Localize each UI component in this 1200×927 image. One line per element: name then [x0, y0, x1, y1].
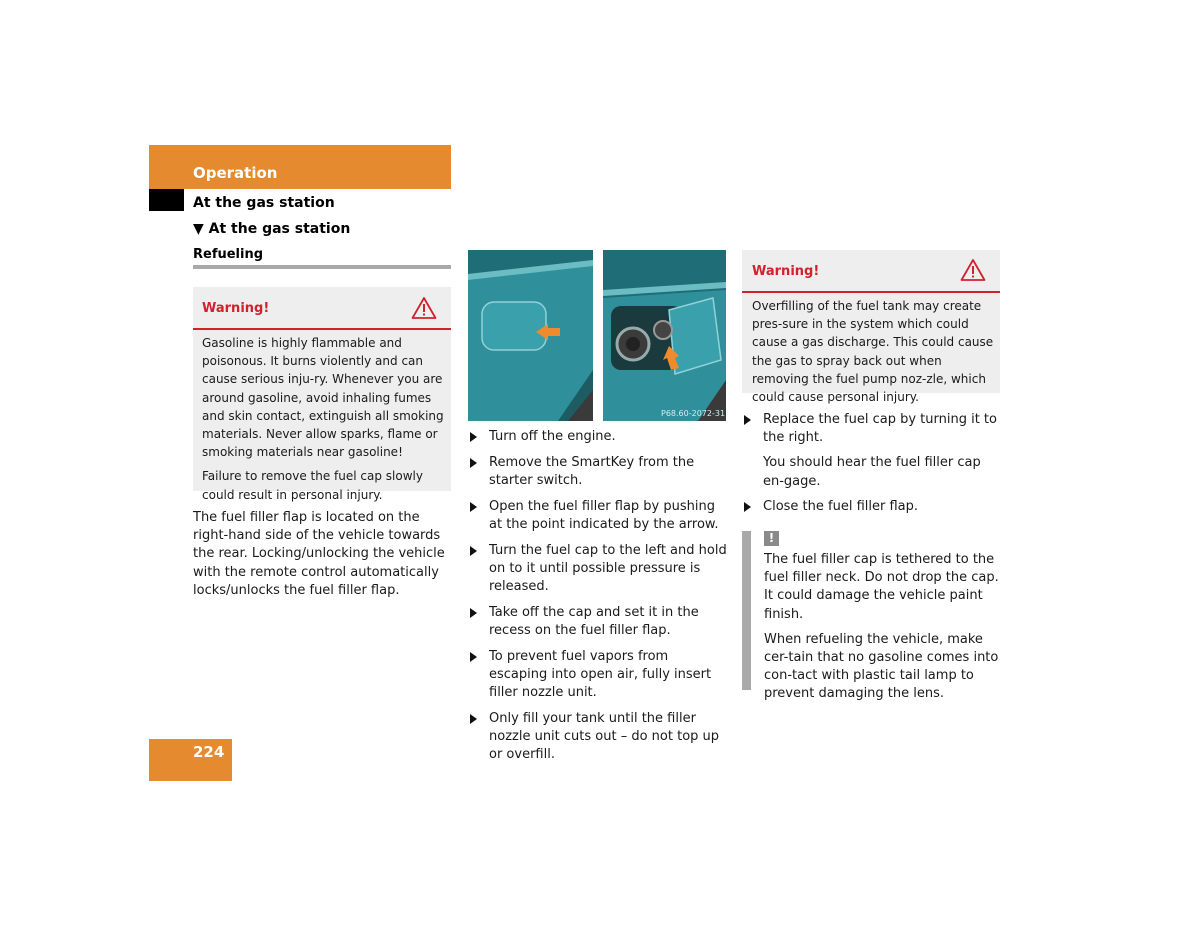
step-subtext: You should hear the fuel filler cap en-gage.	[763, 455, 981, 489]
warning-text	[202, 334, 446, 510]
step-text: Remove the SmartKey from the starter switch.	[489, 454, 695, 488]
section-marker-tab	[149, 189, 184, 211]
section-title: Operation	[193, 164, 278, 182]
list-item	[468, 604, 728, 640]
warning-text: Overfilling of the fuel tank may create pres-sure in the system which could cause a gas discharge. This could cause the gas to spray back out when removing the fuel pump noz-zle, which could cause personal injury.	[752, 299, 994, 405]
note-bar	[742, 531, 751, 690]
bullet-arrow-icon	[470, 608, 477, 618]
warning-box-right	[742, 250, 1000, 405]
list-item	[742, 498, 1002, 516]
warning-label: Warning!	[202, 301, 270, 316]
bullet-arrow-icon	[470, 502, 477, 512]
bullet-arrow-icon	[744, 502, 751, 512]
warning-paragraph: Gasoline is highly flammable and poisonous. It burns violently and can cause serious inju-ry. Whenever you are around gasoline, avoid inhaling fumes and skin contact, extinguish all smoking materials. Never allow sparks, flame or smoking materials near gasoline!	[202, 336, 444, 460]
warning-triangle-icon	[411, 296, 437, 320]
warning-paragraph: Failure to remove the fuel cap slowly could result in personal injury.	[202, 469, 423, 502]
bullet-arrow-icon	[470, 652, 477, 662]
bullet-arrow-icon	[744, 415, 751, 425]
list-item	[468, 542, 728, 597]
step-text: Take off the cap and set it in the recess on the fuel filler flap.	[489, 604, 699, 638]
step-text: Turn the fuel cap to the left and hold on to it until possible pressure is released.	[489, 542, 727, 594]
list-item	[468, 710, 728, 765]
figure-code: P68.60-2072-31	[661, 409, 726, 418]
step-text: Replace the fuel cap by turning it to the right.	[763, 412, 997, 446]
heading-rule	[193, 265, 451, 269]
list-item	[468, 428, 728, 446]
bullet-arrow-icon	[470, 458, 477, 468]
note-exclamation-icon: !	[764, 531, 779, 546]
step-text: Open the fuel filler flap by pushing at the point indicated by the arrow.	[489, 498, 719, 532]
bullet-arrow-icon	[470, 546, 477, 556]
steps-list-right	[742, 411, 1002, 524]
step-text: Close the fuel filler flap.	[763, 499, 918, 515]
topic-title-text: At the gas station	[208, 221, 351, 237]
step-text: To prevent fuel vapors from escaping into open air, fully insert filler nozzle unit.	[489, 648, 712, 700]
steps-list-middle	[468, 428, 728, 772]
intro-paragraph: The fuel filler flap is located on the right-hand side of the vehicle towards the rear. Locking/unlocking the vehicle with the remote control automatically locks/unlocks the fuel filler flap.	[193, 510, 445, 598]
note-paragraph: The fuel filler cap is tethered to the fuel filler neck. Do not drop the cap. It could damage the vehicle paint finish.	[764, 552, 999, 622]
fuel-flap-open-photo	[603, 250, 726, 421]
step-text: Turn off the engine.	[489, 429, 616, 444]
page-number: 224	[193, 743, 225, 761]
fuel-flap-closed-photo	[468, 250, 593, 421]
note-paragraph: When refueling the vehicle, make cer-tain that no gasoline comes into con-tact with plastic tail lamp to prevent damaging the lens.	[764, 631, 999, 702]
note-text	[764, 551, 1004, 704]
list-item	[742, 411, 1002, 491]
list-item	[468, 498, 728, 534]
topic-title	[193, 221, 350, 237]
refueling-heading: Refueling	[193, 247, 264, 262]
warning-box-left	[193, 287, 451, 502]
topic-marker-icon: ▼	[193, 221, 204, 237]
list-item	[468, 454, 728, 490]
bullet-arrow-icon	[470, 432, 477, 442]
list-item	[468, 648, 728, 703]
step-text: Only fill your tank until the filler nozzle unit cuts out – do not top up or overfill.	[489, 710, 720, 763]
warning-triangle-icon	[960, 258, 986, 282]
warning-label: Warning!	[752, 264, 820, 279]
subsection-title: At the gas station	[193, 195, 335, 211]
bullet-arrow-icon	[470, 714, 477, 724]
